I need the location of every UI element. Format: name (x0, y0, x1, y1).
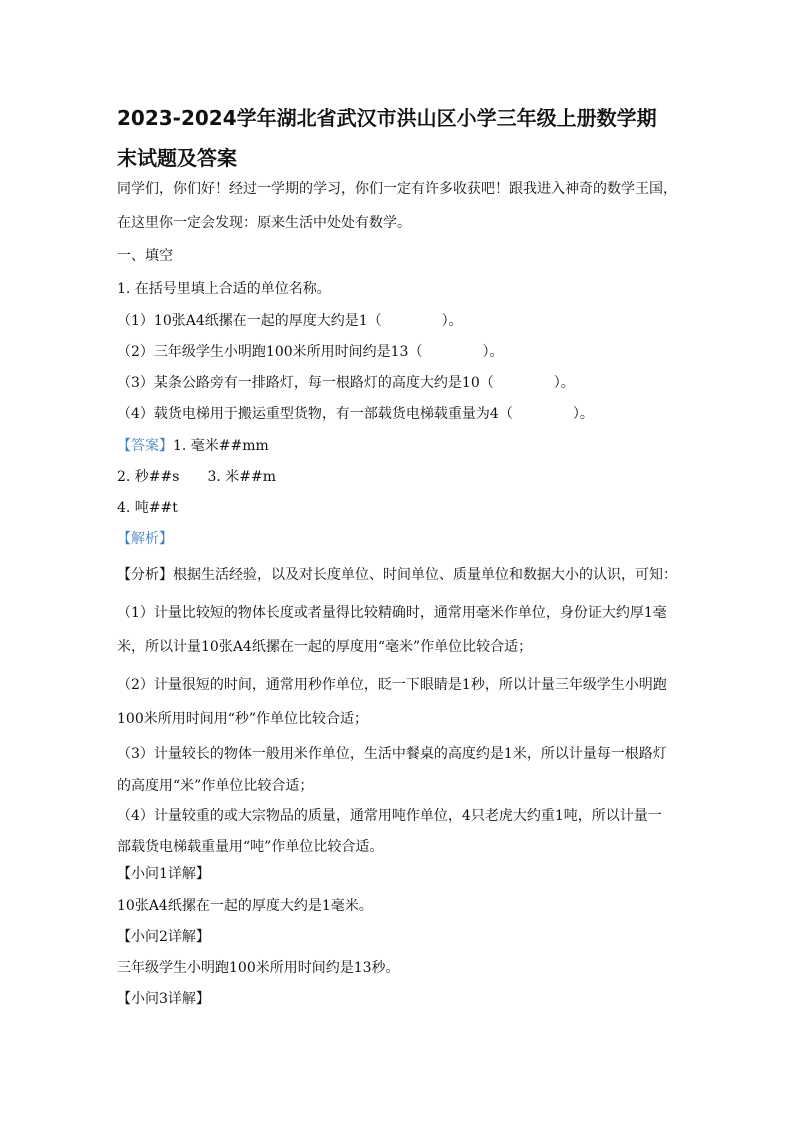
analysis-line: （4）计量较重的或大宗物品的质量，通常用吨作单位，4只老虎大约重1吨，所以计量一 (117, 808, 662, 824)
intro-line1: 同学们，你们好！经过一学期的学习，你们一定有许多收获吧！跟我进入神奇的数学王国， (117, 181, 677, 197)
detail-heading: 【小问3详解】 (117, 991, 210, 1007)
item-text: （3）某条公路旁有一排路灯，每一根路灯的高度大约是10（ (117, 375, 494, 391)
intro-line2: 在这里你一定会发现：原来生活中处处有数学。 (117, 215, 411, 231)
answer-4: 4. 吨##t (117, 500, 178, 516)
analysis-intro-tag: 【分析】 (117, 567, 173, 583)
analysis-intro (117, 565, 677, 585)
question-item (117, 311, 463, 331)
item-end: ）。 (572, 406, 594, 422)
answer-line (117, 436, 269, 456)
question-item (117, 373, 575, 393)
detail-heading: 【小问1详解】 (117, 866, 210, 882)
answer-1: 1. 毫米##mm (173, 438, 269, 454)
analysis-line: （1）计量比较短的物体长度或者量得比较精确时，通常用毫米作单位，身份证大约厚1毫 (117, 605, 667, 621)
answer-2: 2. 秒##s (117, 469, 180, 485)
answer-line (117, 467, 276, 487)
answer-3: 3. 米##m (207, 469, 276, 485)
section-heading: 一、填空 (117, 248, 173, 264)
question-stem: 1. 在括号里填上合适的单位名称。 (117, 281, 331, 297)
question-item (117, 404, 594, 424)
item-end: ）。 (482, 344, 504, 360)
detail-text: 10张A4纸摞在一起的厚度大约是1毫米。 (117, 898, 373, 914)
doc-title-line1: 2023-2024学年湖北省武汉市洪山区小学三年级上册数学期 (117, 106, 657, 130)
analysis-line: 米，所以计量10张A4纸摞在一起的厚度用“毫米”作单位比较合适； (117, 639, 533, 655)
item-text: （1）10张A4纸摞在一起的厚度大约是1（ (117, 313, 382, 329)
analysis-line: （3）计量较长的物体一般用米作单位，生活中餐桌的高度约是1米，所以计量每一根路灯 (117, 746, 667, 762)
doc-title-line2: 末试题及答案 (117, 146, 237, 170)
answer-tag: 【答案】 (117, 438, 173, 454)
analysis-line: 部载货电梯载重量用“吨”作单位比较合适。 (117, 839, 384, 855)
item-end: ）。 (553, 375, 575, 391)
detail-heading: 【小问2详解】 (117, 929, 210, 945)
analysis-intro-text: 根据生活经验，以及对长度单位、时间单位、质量单位和数据大小的认识，可知： (173, 567, 677, 583)
item-text: （2）三年级学生小明跑100米所用时间约是13（ (117, 344, 423, 360)
item-end: ）。 (441, 313, 463, 329)
item-text: （4）载货电梯用于搬运重型货物，有一部载货电梯载重量为4（ (117, 406, 513, 422)
analysis-line: 100米所用时间用“秒”作单位比较合适； (117, 711, 369, 727)
question-item (117, 342, 503, 362)
analysis-line: 的高度用“米”作单位比较合适； (117, 778, 314, 794)
analysis-line: （2）计量很短的时间，通常用秒作单位，眨一下眼睛是1秒，所以计量三年级学生小明跑 (117, 677, 667, 693)
analysis-tag: 【解析】 (117, 531, 173, 547)
detail-text: 三年级学生小明跑100米所用时间约是13秒。 (117, 960, 400, 976)
